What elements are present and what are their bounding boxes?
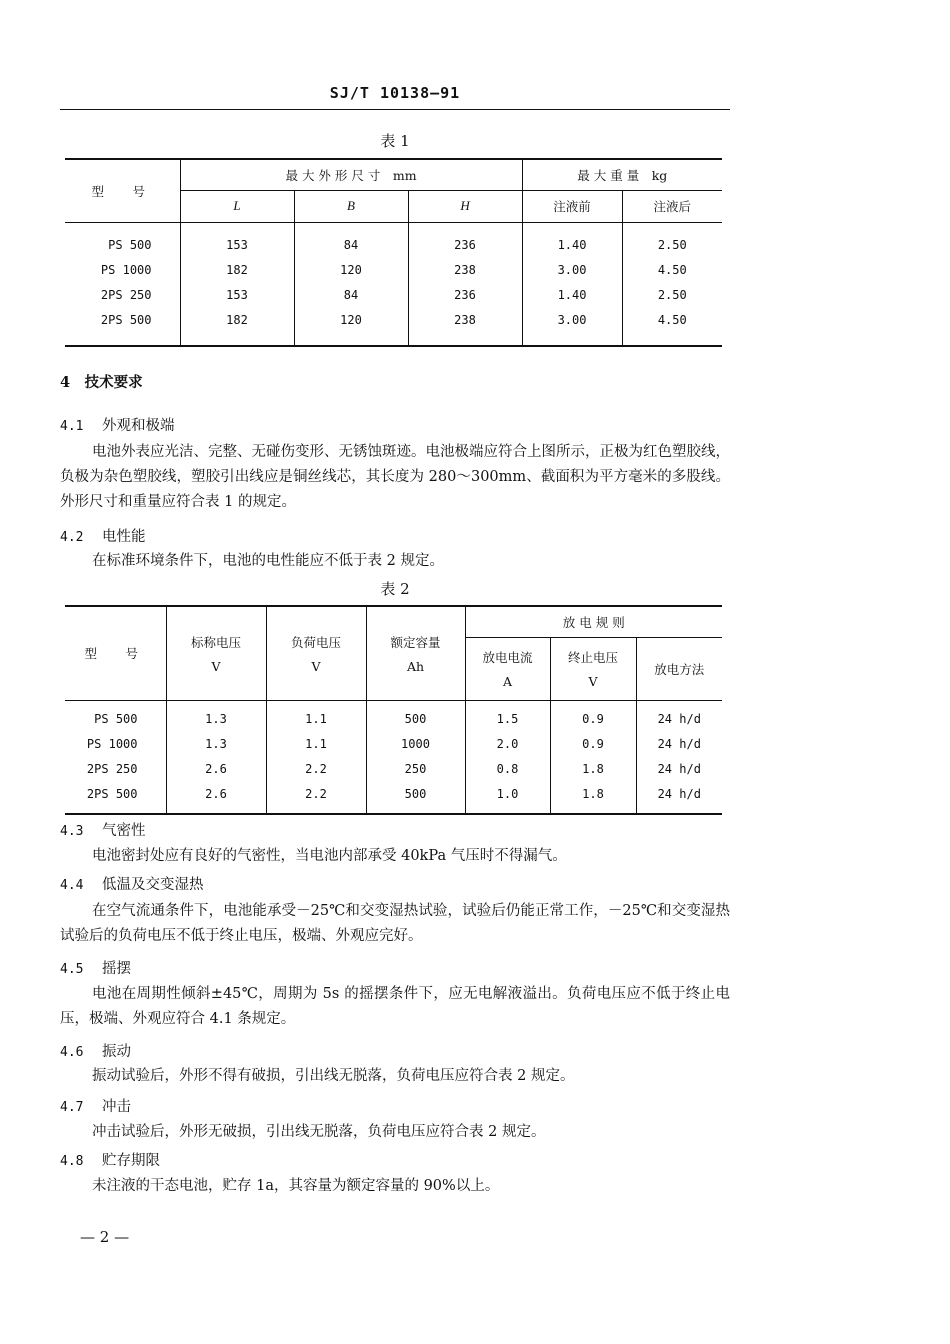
table1 bbox=[65, 158, 722, 347]
section-4-2-heading: 4.2 电性能 bbox=[60, 529, 146, 545]
section-4-6-heading: 4.6 振动 bbox=[60, 1044, 131, 1060]
section-4-4-heading: 4.4 低温及交变湿热 bbox=[60, 877, 204, 893]
table2-header-nominal: 标称电压 V bbox=[166, 606, 266, 700]
section-4-6-text: 振动试验后，外形不得有破损，引出线无脱落，负荷电压应符合表 2 规定。 bbox=[92, 1068, 575, 1084]
table2 bbox=[65, 605, 722, 815]
section-4-2-text: 在标准环境条件下，电池的电性能应不低于表 2 规定。 bbox=[92, 553, 444, 569]
table1-caption: 表 1 bbox=[380, 132, 410, 150]
table1-header-model: 型 号 bbox=[65, 159, 180, 222]
section-4-5-text: 电池在周期性倾斜±45℃，周期为 5s 的摇摆条件下，应无电解液溢出。负荷电压应不低于终止电压，极端、外观应符合 4.1 条规定。 bbox=[60, 986, 730, 1027]
table-row: PS 500 1.3 1.1 500 1.5 0.9 24 h/d bbox=[65, 706, 722, 731]
section-4-7-text: 冲击试验后，外形无破损，引出线无脱落，负荷电压应符合表 2 规定。 bbox=[92, 1124, 546, 1140]
table-row: PS 1000 182 120 238 3.00 4.50 bbox=[65, 257, 722, 282]
section-4-8-text: 未注液的干态电池，贮存 1a，其容量为额定容量的 90%以上。 bbox=[92, 1178, 500, 1194]
section-4-5-heading: 4.5 摇摆 bbox=[60, 961, 131, 977]
table2-header-current: 放电电流 A bbox=[465, 637, 550, 700]
header-rule bbox=[60, 109, 730, 110]
table1-header-h: H bbox=[408, 190, 522, 222]
table1-header-weight: 最 大 重 量 kg bbox=[522, 159, 722, 190]
section-4-8-heading: 4.8 贮存期限 bbox=[60, 1153, 160, 1169]
table2-header-load: 负荷电压 V bbox=[266, 606, 366, 700]
section-4-3-text: 电池密封处应有良好的气密性，当电池内部承受 40kPa 气压时不得漏气。 bbox=[92, 848, 567, 864]
table-row: 2PS 250 153 84 236 1.40 2.50 bbox=[65, 282, 722, 307]
table1-header-size: 最 大 外 形 尺 寸 mm bbox=[180, 159, 522, 190]
table1-header-before: 注液前 bbox=[522, 190, 622, 222]
standard-code: SJ/T 10138—91 bbox=[329, 84, 461, 102]
section-4-title: 4 技术要求 bbox=[60, 374, 143, 391]
section-4-4-text: 在空气流通条件下，电池能承受－25℃和交变湿热试验，试验后仍能正常工作，－25℃和交变湿热试验后的负荷电压不低于终止电压，极端、外观应完好。 bbox=[60, 903, 730, 944]
table1-header-b: B bbox=[294, 190, 408, 222]
table2-header-model: 型 号 bbox=[65, 606, 166, 700]
table2-header-final: 终止电压 V bbox=[550, 637, 636, 700]
table-row: PS 1000 1.3 1.1 1000 2.0 0.9 24 h/d bbox=[65, 731, 722, 756]
table-row: PS 500 153 84 236 1.40 2.50 bbox=[65, 232, 722, 257]
table-row: 2PS 250 2.6 2.2 250 0.8 1.8 24 h/d bbox=[65, 756, 722, 781]
table2-header-discharge: 放 电 规 则 bbox=[465, 606, 722, 637]
section-4-7-heading: 4.7 冲击 bbox=[60, 1099, 131, 1115]
table1-header-l: L bbox=[180, 190, 294, 222]
table2-header-capacity: 额定容量 Ah bbox=[366, 606, 465, 700]
section-4-1-heading: 4.1 外观和极端 bbox=[60, 418, 175, 434]
table-row: 2PS 500 182 120 238 3.00 4.50 bbox=[65, 307, 722, 332]
table1-header-after: 注液后 bbox=[622, 190, 722, 222]
table2-caption: 表 2 bbox=[380, 580, 410, 598]
page-number: — 2 — bbox=[80, 1228, 130, 1246]
table-row: 2PS 500 2.6 2.2 500 1.0 1.8 24 h/d bbox=[65, 781, 722, 806]
section-4-1-text: 电池外表应光洁、完整、无碰伤变形、无锈蚀斑迹。电池极端应符合上图所示，正极为红色塑胶线，负极为杂色塑胶线，塑胶引出线应是铜丝线芯，其长度为 280～300mm、截面积为平方毫米的多股线。外形尺寸和重量应符合表 1 的规定。 bbox=[60, 444, 730, 510]
table2-header-method: 放电方法 bbox=[636, 637, 722, 700]
section-4-3-heading: 4.3 气密性 bbox=[60, 823, 146, 839]
